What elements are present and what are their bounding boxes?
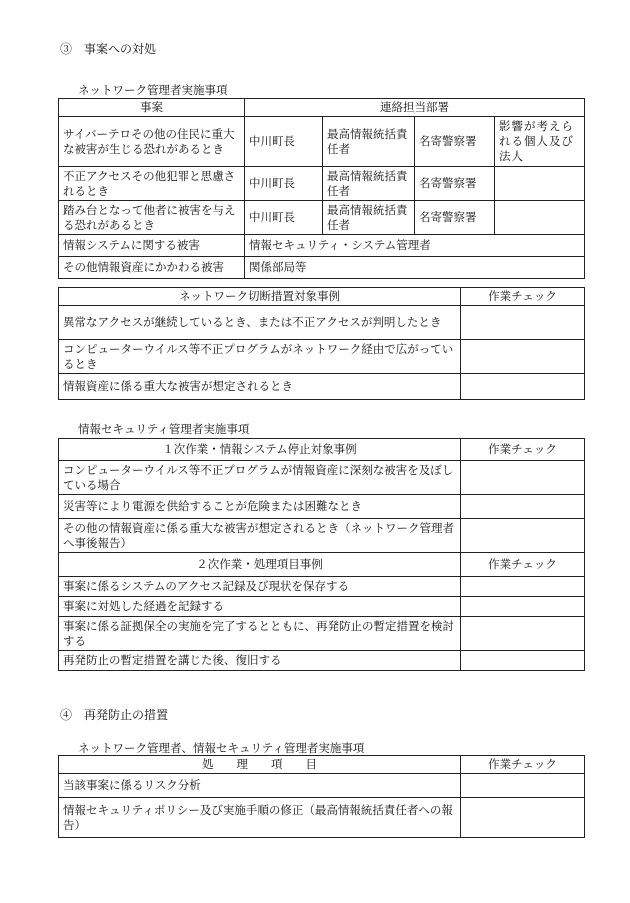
contact-cio: 最高情報統括責任者 bbox=[323, 117, 415, 167]
check-cell[interactable] bbox=[461, 306, 585, 340]
check-cell[interactable] bbox=[461, 798, 585, 838]
secondary-item: 事案に係る証拠保全の実施を完了するとともに、再発防止の暫定措置を検討する bbox=[59, 617, 461, 651]
case-cell: 情報システムに関する被害 bbox=[59, 235, 245, 257]
prevention-table bbox=[58, 755, 585, 838]
section4-heading: ④ 再発防止の措置 bbox=[60, 708, 169, 722]
secondary-header: ２次作業・処理項目事例 bbox=[59, 553, 461, 577]
check-cell[interactable] bbox=[461, 374, 585, 400]
check-cell[interactable] bbox=[461, 461, 585, 495]
cutoff-item: コンピューターウイルス等不正プログラムがネットワーク経由で広がっているとき bbox=[59, 340, 461, 374]
cutoff-item: 異常なアクセスが継続しているとき、または不正アクセスが判明したとき bbox=[59, 306, 461, 340]
case-cell: サイバーテロその他の住民に重大な被害が生じる恐れがあるとき bbox=[59, 117, 245, 167]
check-header: 作業チェック bbox=[461, 288, 585, 306]
check-header: 作業チェック bbox=[461, 756, 585, 774]
check-header: 作業チェック bbox=[461, 553, 585, 577]
check-cell[interactable] bbox=[461, 774, 585, 798]
contact-affected bbox=[495, 167, 585, 201]
check-cell[interactable] bbox=[461, 340, 585, 374]
cutoff-header: ネットワーク切断措置対象事例 bbox=[59, 288, 461, 306]
cutoff-item: 情報資産に係る重大な被害が想定されるとき bbox=[59, 374, 461, 400]
primary-header: １次作業・情報システム停止対象事例 bbox=[59, 439, 461, 461]
contact-police: 名寄警察署 bbox=[415, 167, 495, 201]
sec-admin-caption: 情報セキュリティ管理者実施事項 bbox=[78, 422, 250, 436]
cutoff-table bbox=[58, 287, 585, 400]
contact-mayor: 中川町長 bbox=[245, 117, 323, 167]
process-item: 当該事案に係るリスク分析 bbox=[59, 774, 461, 798]
check-cell[interactable] bbox=[461, 519, 585, 553]
check-header: 作業チェック bbox=[461, 439, 585, 461]
contact-mayor: 中川町長 bbox=[245, 201, 323, 235]
check-cell[interactable] bbox=[461, 495, 585, 519]
secondary-item: 事案に係るシステムのアクセス記録及び現状を保存する bbox=[59, 577, 461, 597]
check-cell[interactable] bbox=[461, 597, 585, 617]
contact-span: 情報セキュリティ・システム管理者 bbox=[245, 235, 585, 257]
section4-caption: ネットワーク管理者、情報セキュリティ管理者実施事項 bbox=[78, 741, 365, 755]
check-cell[interactable] bbox=[461, 651, 585, 671]
contact-cio: 最高情報統括責任者 bbox=[323, 201, 415, 235]
primary-item: 災害等により電源を供給することが危険または困難なとき bbox=[59, 495, 461, 519]
contact-affected: 影響が考えられる個人及び法人 bbox=[495, 117, 585, 167]
section3-heading: ③ 事案への対処 bbox=[60, 42, 157, 56]
contact-span: 関係部局等 bbox=[245, 257, 585, 279]
check-cell[interactable] bbox=[461, 577, 585, 597]
primary-item: その他の情報資産に係る重大な被害が想定されるとき（ネットワーク管理者へ事後報告） bbox=[59, 519, 461, 553]
check-cell[interactable] bbox=[461, 617, 585, 651]
contact-affected bbox=[495, 201, 585, 235]
secondary-item: 再発防止の暫定措置を講じた後、復旧する bbox=[59, 651, 461, 671]
case-cell: その他情報資産にかかわる被害 bbox=[59, 257, 245, 279]
secondary-item: 事案に対処した経過を記録する bbox=[59, 597, 461, 617]
case-cell: 不正アクセスその他犯罪と思慮されるとき bbox=[59, 167, 245, 201]
work-table bbox=[58, 438, 585, 671]
process-item: 情報セキュリティポリシー及び実施手順の修正（最高情報統括責任者への報告） bbox=[59, 798, 461, 838]
net-admin-caption: ネットワーク管理者実施事項 bbox=[78, 83, 228, 97]
case-header: 事案 bbox=[59, 99, 245, 117]
primary-item: コンピューターウイルス等不正プログラムが情報資産に深刻な被害を及ぼしている場合 bbox=[59, 461, 461, 495]
contact-police: 名寄警察署 bbox=[415, 117, 495, 167]
dept-header: 連絡担当部署 bbox=[245, 99, 585, 117]
case-cell: 踏み台となって他者に被害を与える恐れがあるとき bbox=[59, 201, 245, 235]
contact-table bbox=[58, 98, 585, 279]
contact-police: 名寄警察署 bbox=[415, 201, 495, 235]
contact-cio: 最高情報統括責任者 bbox=[323, 167, 415, 201]
process-header: 処 理 項 目 bbox=[59, 756, 461, 774]
contact-mayor: 中川町長 bbox=[245, 167, 323, 201]
